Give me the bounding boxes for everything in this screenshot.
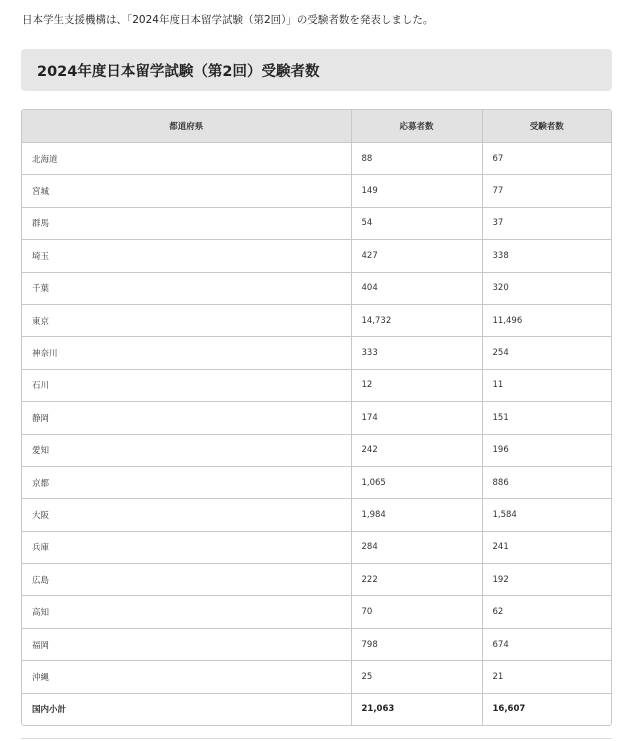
examinees-cell: 151 xyxy=(482,402,611,434)
applicants-cell: 1,984 xyxy=(351,499,482,531)
table-row xyxy=(22,143,611,175)
applicants-cell: 242 xyxy=(351,434,482,466)
applicants-cell: 427 xyxy=(351,240,482,272)
bottom-divider xyxy=(21,738,612,739)
table-row xyxy=(22,596,611,628)
header-prefecture: 都道府県 xyxy=(22,110,351,143)
table-header-row xyxy=(22,110,611,143)
prefecture-cell: 宮城 xyxy=(22,175,351,207)
prefecture-cell: 福岡 xyxy=(22,628,351,660)
subtotal-examinees: 16,607 xyxy=(492,704,526,715)
table-row xyxy=(22,564,611,596)
table-row xyxy=(22,272,611,304)
table-row xyxy=(22,434,611,466)
prefecture-cell: 高知 xyxy=(22,596,351,628)
examinees-cell: 37 xyxy=(482,207,611,239)
table-body xyxy=(22,143,611,726)
table-row xyxy=(22,337,611,369)
examinees-cell: 67 xyxy=(482,143,611,175)
prefecture-cell: 広島 xyxy=(22,564,351,596)
applicants-cell: 174 xyxy=(351,402,482,434)
subtotal-label: 国内小計 xyxy=(22,693,351,725)
prefecture-cell: 兵庫 xyxy=(22,531,351,563)
examinees-cell: 1,584 xyxy=(482,499,611,531)
examinees-cell: 11 xyxy=(482,369,611,401)
examinees-cell: 11,496 xyxy=(482,304,611,336)
section-heading-box xyxy=(21,49,612,91)
table-row xyxy=(22,175,611,207)
applicants-cell: 333 xyxy=(351,337,482,369)
applicants-cell: 1,065 xyxy=(351,466,482,498)
prefecture-cell: 静岡 xyxy=(22,402,351,434)
examinees-cell: 241 xyxy=(482,531,611,563)
prefecture-cell: 東京 xyxy=(22,304,351,336)
examinees-cell: 254 xyxy=(482,337,611,369)
intro-text: 日本学生支援機構は、「2024年度日本留学試験（第2回）」の受験者数を発表しました。 xyxy=(22,14,434,26)
table-row xyxy=(22,466,611,498)
subtotal-row xyxy=(22,693,611,725)
prefecture-cell: 神奈川 xyxy=(22,337,351,369)
applicants-cell: 284 xyxy=(351,531,482,563)
examinees-cell: 320 xyxy=(482,272,611,304)
prefecture-cell: 京都 xyxy=(22,466,351,498)
examinees-cell: 196 xyxy=(482,434,611,466)
prefecture-cell: 北海道 xyxy=(22,143,351,175)
applicants-cell: 70 xyxy=(351,596,482,628)
examinees-cell: 21 xyxy=(482,661,611,693)
examinees-cell: 338 xyxy=(482,240,611,272)
subtotal-applicants: 21,063 xyxy=(351,693,482,725)
prefecture-cell: 沖縄 xyxy=(22,661,351,693)
table-row xyxy=(22,304,611,336)
examinees-cell: 77 xyxy=(482,175,611,207)
applicants-cell: 14,732 xyxy=(351,304,482,336)
examinees-cell: 62 xyxy=(482,596,611,628)
applicants-cell: 798 xyxy=(351,628,482,660)
header-applicants: 応募者数 xyxy=(351,110,482,143)
table-row xyxy=(22,499,611,531)
section-heading: 2024年度日本留学試験（第2回）受験者数 xyxy=(37,63,320,80)
table-row xyxy=(22,240,611,272)
table-row xyxy=(22,402,611,434)
applicants-cell: 12 xyxy=(351,369,482,401)
table-row xyxy=(22,531,611,563)
header-examinees: 受験者数 xyxy=(482,110,611,143)
prefecture-cell: 愛知 xyxy=(22,434,351,466)
table-row xyxy=(22,661,611,693)
applicants-cell: 25 xyxy=(351,661,482,693)
table-row xyxy=(22,207,611,239)
examinees-cell: 674 xyxy=(482,628,611,660)
prefecture-cell: 埼玉 xyxy=(22,240,351,272)
table-row xyxy=(22,628,611,660)
prefecture-cell: 石川 xyxy=(22,369,351,401)
results-table xyxy=(22,110,611,725)
prefecture-cell: 千葉 xyxy=(22,272,351,304)
prefecture-cell: 大阪 xyxy=(22,499,351,531)
examinees-cell: 886 xyxy=(482,466,611,498)
table-row xyxy=(22,369,611,401)
applicants-cell: 404 xyxy=(351,272,482,304)
applicants-cell: 88 xyxy=(351,143,482,175)
examinees-cell: 192 xyxy=(482,564,611,596)
applicants-cell: 54 xyxy=(351,207,482,239)
applicants-cell: 149 xyxy=(351,175,482,207)
prefecture-cell: 群馬 xyxy=(22,207,351,239)
results-table-container xyxy=(21,109,612,726)
applicants-cell: 222 xyxy=(351,564,482,596)
